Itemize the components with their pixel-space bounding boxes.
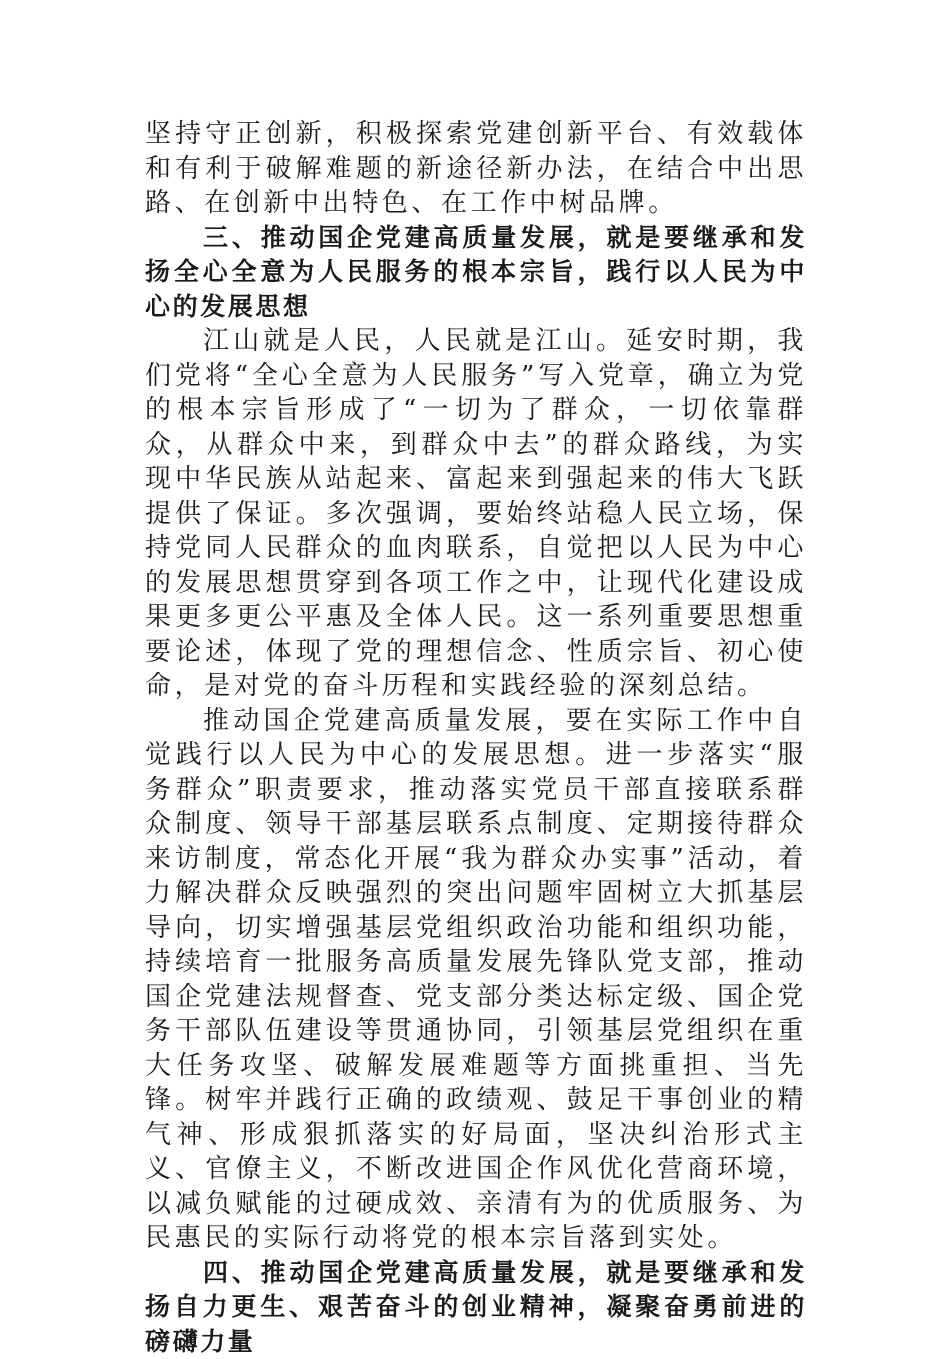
document-page [145,117,807,1359]
body-paragraph-2: 推动国企党建高质量发展，要在实际工作中自觉践行以人民为中心的发展思想。进一步落实“服务群众”职责要求，推动落实党员干部直接联系群众制度、领导干部基层联系点制度、定期接待群众来访制度，常态化开展“我为群众办实事”活动，着力解决群众反映强烈的突出问题牢固树立大抓基层导向，切实增强基层党组织政治功能和组织功能，持续培育一批服务高质量发展先锋队党支部，推动国企党建法规督查、党支部分类达标定级、国企党务干部队伍建设等贯通协同，引领基层党组织在重大任务攻坚、破解发展难题等方面挑重担、当先锋。树牢并践行正确的政绩观、鼓足干事创业的精气神、形成狠抓落实的好局面，坚决纠治形式主义、官僚主义，不断改进国企作风优化营商环境，以减负赋能的过硬成效、亲清有为的优质服务、为民惠民的实际行动将党的根本宗旨落到实处。 [145,704,807,1256]
continuation-paragraph: 坚持守正创新，积极探索党建创新平台、有效载体和有利于破解难题的新途径新办法，在结合中出思路、在创新中出特色、在工作中树品牌。 [145,117,807,221]
body-paragraph-1: 江山就是人民，人民就是江山。延安时期，我们党将“全心全意为人民服务”写入党章，确立为党的根本宗旨形成了“一切为了群众，一切依靠群众，从群众中来，到群众中去”的群众路线，为实现中华民族从站起来、富起来到强起来的伟大飞跃提供了保证。多次强调，要始终站稳人民立场，保持党同人民群众的血肉联系，自觉把以人民为中心的发展思想贯穿到各项工作之中，让现代化建设成果更多更公平惠及全体人民。这一系列重要思想重要论述，体现了党的理想信念、性质宗旨、初心使命，是对党的奋斗历程和实践经验的深刻总结。 [145,324,807,704]
section-heading-4: 四、推动国企党建高质量发展，就是要继承和发扬自力更生、艰苦奋斗的创业精神，凝聚奋勇前进的磅礴力量 [145,1256,807,1359]
section-heading-3: 三、推动国企党建高质量发展，就是要继承和发扬全心全意为人民服务的根本宗旨，践行以人民为中心的发展思想 [145,221,807,325]
